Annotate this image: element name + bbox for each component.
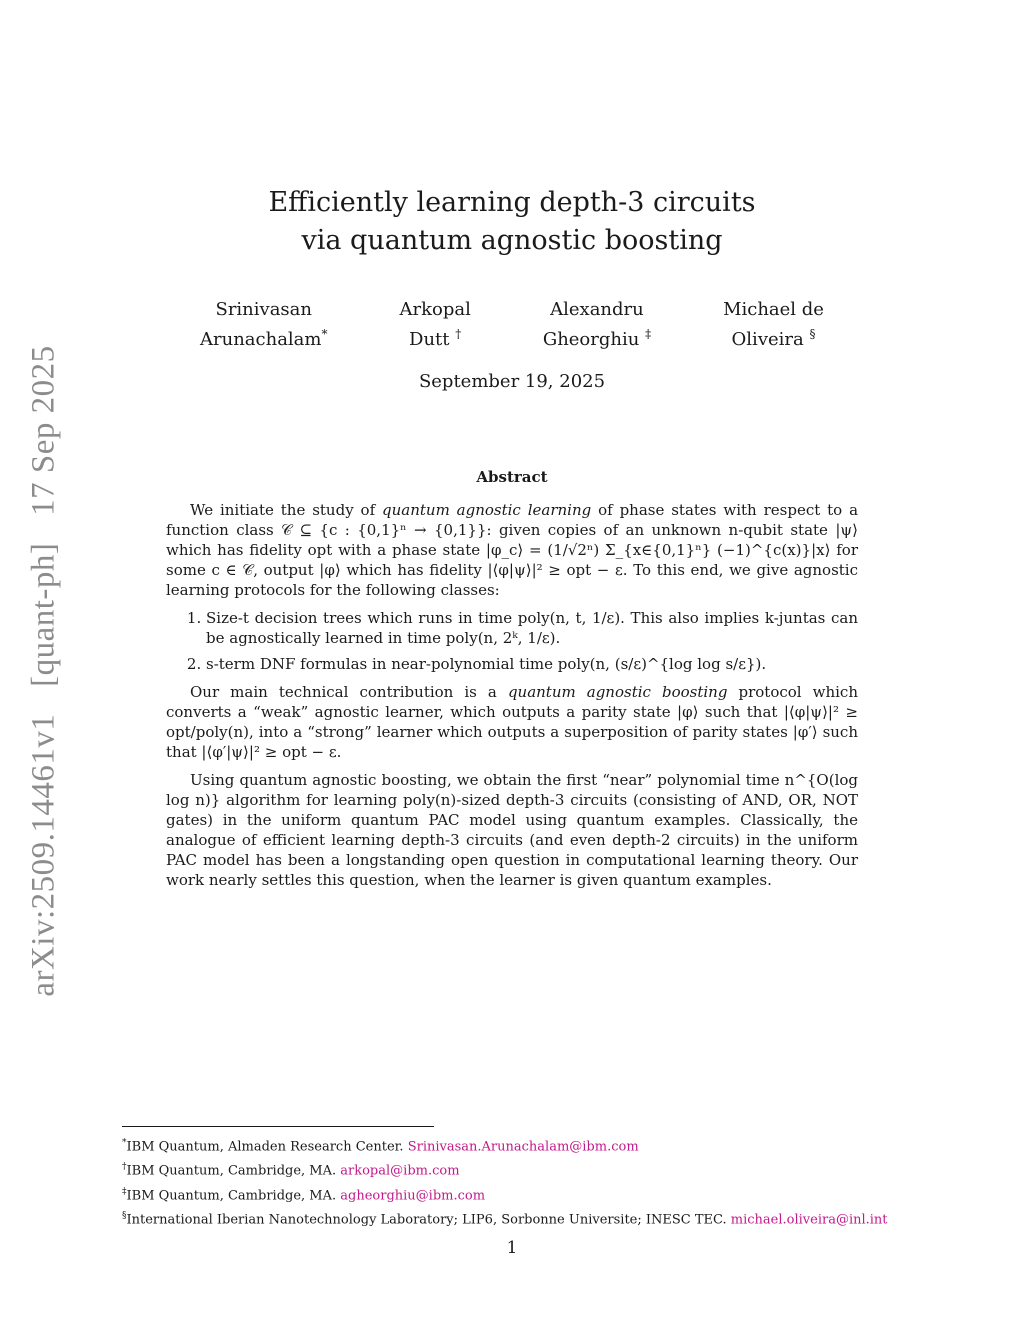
paper-title [0, 184, 1024, 260]
author-last-name: Gheorghiu [542, 329, 640, 350]
email-link[interactable]: agheorghiu@ibm.com [340, 1187, 486, 1203]
arxiv-category: [quant-ph] [25, 542, 62, 687]
arxiv-date: 17 Sep 2025 [25, 345, 62, 516]
abstract-contribution-emphasis: quantum agnostic boosting [507, 683, 728, 701]
email-link[interactable]: arkopal@ibm.com [340, 1163, 460, 1179]
paper-date: September 19, 2025 [418, 371, 606, 392]
author-first-name: Alexandru [550, 299, 644, 320]
author-footnote-mark: § [809, 327, 816, 341]
abstract-intro-emphasis: quantum agnostic learning [382, 501, 592, 519]
page-number: 1 [506, 1238, 518, 1258]
footnote-mark: † [122, 1162, 127, 1173]
author-last-name: Oliveira [731, 329, 804, 350]
footnote [122, 1182, 922, 1206]
author [723, 298, 824, 352]
list-item: 1. Size-t decision trees which runs in time poly(n, t, 1/ε). This also implies k-juntas can be agnostically learned in time poly(n, 2ᵏ, 1/ε). [206, 608, 858, 648]
author-list [200, 298, 824, 352]
footnote-affiliation: IBM Quantum, Cambridge, MA. [126, 1163, 341, 1179]
author-footnote-mark: † [455, 327, 462, 341]
abstract-intro [166, 500, 858, 600]
abstract-contribution [166, 682, 858, 762]
author-last-name: Dutt [409, 329, 450, 350]
abstract-intro-text-2: of phase states with respect to a function class 𝒞 ⊆ {c : {0,1}ⁿ → {0,1}}: given copies of an unknown n-qubit state |ψ⟩ which has fidelity opt with a phase state |φ_c⟩ = (1/√2ⁿ) Σ_{x∈{0,1}ⁿ} (−1)^{c(x)}|x⟩ for some c ∈ 𝒞, output |φ⟩ which has fidelity |⟨φ|ψ⟩|² ≥ opt − ε. To this end, we give agnostic learning protocols for the following classes: [166, 501, 859, 599]
footnote [122, 1157, 922, 1181]
author-last-name: Arunachalam [200, 329, 322, 350]
footnote [122, 1206, 922, 1230]
footnote-rule [122, 1126, 434, 1127]
abstract-contribution-text-2: protocol which converts a “weak” agnostic learner, which outputs a parity state |φ⟩ such that |⟨φ|ψ⟩|² ≥ opt/poly(n), into a “strong” learner which outputs a superposition of parity states |φ′⟩ such that |⟨φ′|ψ⟩|² ≥ opt − ε. [166, 683, 858, 761]
title-line-2: via quantum agnostic boosting [301, 225, 723, 256]
author-first-name: Michael de [723, 299, 824, 320]
footnote-affiliation: International Iberian Nanotechnology Laboratory; LIP6, Sorbonne Universite; INESC TEC. [126, 1212, 731, 1228]
email-link[interactable]: michael.oliveira@inl.int [730, 1212, 888, 1228]
arxiv-side-stamp [26, 327, 63, 996]
author [399, 298, 470, 352]
footnotes [122, 1126, 922, 1230]
abstract-body [166, 500, 858, 898]
footnote-mark: ‡ [122, 1186, 127, 1197]
footnote [122, 1133, 922, 1157]
abstract-result: Using quantum agnostic boosting, we obtain the first “near” polynomial time n^{O(log log n)} algorithm for learning poly(n)-sized depth-3 circuits (consisting of AND, OR, NOT gates) in the uniform quantum PAC model using quantum examples. Classically, the analogue of efficient learning depth-3 circuits (and even depth-2 circuits) in the uniform PAC model has been a longstanding open question in computational learning theory. Our work nearly settles this question, when the learner is given quantum examples. [166, 771, 858, 889]
title-line-1: Efficiently learning depth-3 circuits [268, 187, 756, 218]
abstract-heading: Abstract [476, 468, 548, 486]
author-first-name: Srinivasan [215, 299, 312, 320]
abstract-contribution-text: Our main technical contribution is a [190, 683, 508, 701]
author-first-name: Arkopal [399, 299, 471, 320]
list-item: 2. s-term DNF formulas in near-polynomial time poly(n, (s/ε)^{log log s/ε}). [206, 654, 858, 674]
footnote-mark: * [122, 1138, 127, 1148]
arxiv-id: arXiv:2509.14461v1 [25, 713, 62, 997]
footnote-affiliation: IBM Quantum, Almaden Research Center. [126, 1139, 408, 1155]
footnote-affiliation: IBM Quantum, Cambridge, MA. [126, 1187, 341, 1203]
abstract-results-list [166, 608, 858, 674]
author [543, 298, 651, 352]
author-footnote-mark: * [321, 327, 328, 341]
email-link[interactable]: Srinivasan.Arunachalam@ibm.com [407, 1139, 639, 1155]
footnote-mark: § [122, 1210, 127, 1221]
abstract-intro-text: We initiate the study of [190, 501, 383, 519]
author [200, 298, 327, 352]
author-footnote-mark: ‡ [645, 327, 652, 341]
